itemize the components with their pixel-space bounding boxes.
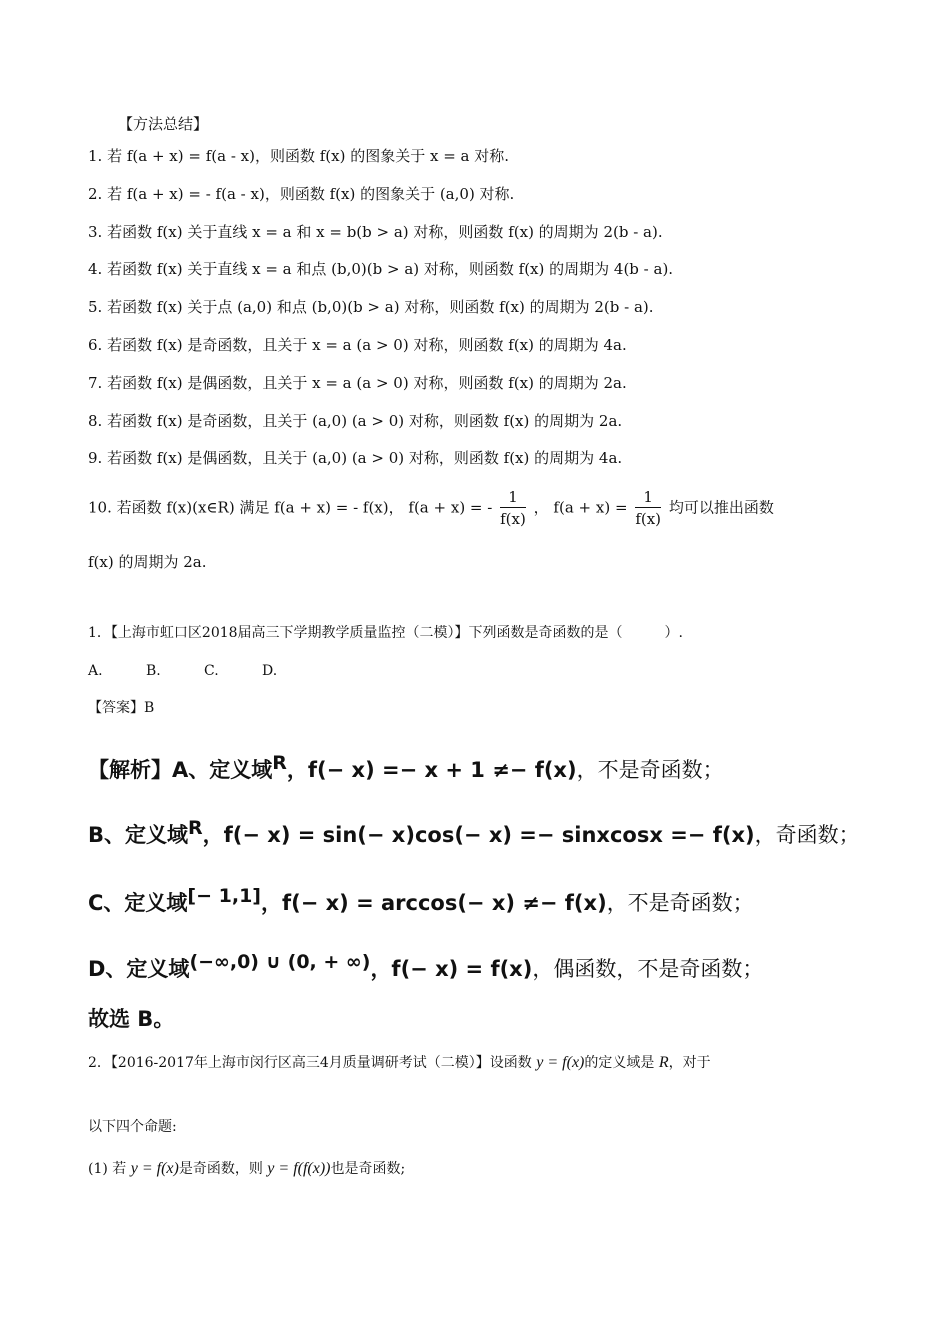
item10-pre: 10. 若函数 f(x)(x∈R) 满足 f(a + x) = - f(x)，: [88, 498, 404, 517]
summary-item-3: 3. 若函数 f(x) 关于直线 x = a 和 x = b(b > a) 对称，则函数 f(x) 的周期为 2(b - a).: [88, 223, 663, 241]
item10-post: 均可以推出函数: [668, 498, 774, 517]
q2-stem-math: y = f(x): [536, 1054, 585, 1071]
fraction-numerator: 1: [500, 487, 526, 508]
domain-interval: [− 1,1]: [187, 885, 261, 907]
analysis-c-formula: ，f(− x) = arccos(− x) ≠− f(x): [260, 891, 607, 915]
analysis-line-d: [88, 951, 763, 983]
q2-stem-mid: 的定义域是: [584, 1055, 655, 1071]
analysis-d-formula: ，f(− x) = f(x): [370, 957, 533, 981]
analysis-c-conclusion: ，不是奇函数；: [606, 891, 754, 915]
analysis-a-label: 【解析】A、定义域: [88, 758, 273, 782]
q2-domain-r: R: [658, 1054, 669, 1071]
summary-item-1: 1. 若 f(a + x) = f(a - x)，则函数 f(x) 的图象关于 x = a 对称.: [88, 147, 510, 165]
option-d: D.: [262, 663, 278, 679]
option-c: C.: [204, 663, 219, 679]
question-1-answer: 【答案】B: [88, 700, 155, 716]
analysis-b-conclusion: ，奇函数；: [754, 823, 860, 847]
option-b: B.: [146, 663, 161, 679]
summary-item-10: [88, 487, 870, 530]
summary-item-5: 5. 若函数 f(x) 关于点 (a,0) 和点 (b,0)(b > a) 对称，则函数 f(x) 的周期为 2(b - a).: [88, 298, 654, 316]
item10-eq3-left: f(a + x) =: [553, 498, 628, 517]
p1-math-2: y = f(f(x)): [267, 1160, 331, 1177]
summary-item-7: 7. 若函数 f(x) 是偶函数，且关于 x = a (a > 0) 对称，则函数 f(x) 的周期为 2a.: [88, 374, 627, 392]
summary-item-6: 6. 若函数 f(x) 是奇函数，且关于 x = a (a > 0) 对称，则函数 f(x) 的周期为 4a.: [88, 336, 627, 354]
question-1-options: [88, 660, 870, 682]
summary-item-10-line2: f(x) 的周期为 2a.: [88, 553, 207, 571]
summary-item-2: 2. 若 f(a + x) = - f(a - x)，则函数 f(x) 的图象关于 (a,0) 对称.: [88, 185, 515, 203]
question-2-proposition-1: [88, 1158, 870, 1180]
analysis-line-c: [88, 885, 754, 917]
analysis-c-label: C、定义域: [88, 891, 188, 915]
analysis-a-conclusion: ，不是奇函数；: [576, 758, 724, 782]
item10-fraction-1: [500, 487, 526, 530]
p1-post: 也是奇函数;: [330, 1161, 406, 1177]
fraction-numerator: 1: [635, 487, 661, 508]
p1-math-1: y = f(x): [130, 1160, 179, 1177]
p1-pre: (1) 若: [88, 1161, 127, 1177]
question-2-line2: 以下四个命题:: [88, 1119, 177, 1135]
analysis-d-label: D、定义域: [88, 957, 190, 981]
p1-mid: 是奇函数，则: [178, 1161, 263, 1177]
question-1-stem: 1．【上海市虹口区2018届高三下学期教学质量监控（二模）】下列函数是奇函数的是（ ）.: [88, 625, 683, 641]
question-2-stem: [88, 1052, 870, 1074]
analysis-a-formula: ，f(− x) =− x + 1 ≠− f(x): [286, 758, 577, 782]
summary-item-8: 8. 若函数 f(x) 是奇函数，且关于 (a,0) (a > 0) 对称，则函数 f(x) 的周期为 2a.: [88, 412, 623, 430]
q2-stem-post: ，对于: [668, 1055, 711, 1071]
analysis-line-b: [88, 817, 860, 849]
fraction-denominator: f(x): [635, 510, 662, 528]
analysis-choice: 故选 B。: [88, 1007, 175, 1031]
analysis-line-a: [88, 752, 724, 784]
item10-fraction-2: [635, 487, 661, 530]
analysis-d-conclusion: ，偶函数，不是奇函数；: [532, 957, 764, 981]
fraction-denominator: f(x): [500, 510, 526, 528]
q2-stem-pre: 2．【2016-2017年上海市闵行区高三4月质量调研考试（二模）】设函数: [88, 1055, 532, 1071]
item10-comma: ，: [533, 498, 549, 517]
domain-r: R: [188, 817, 203, 839]
summary-item-4: 4. 若函数 f(x) 关于直线 x = a 和点 (b,0)(b > a) 对称，则函数 f(x) 的周期为 4(b - a).: [88, 260, 674, 278]
summary-heading: 【方法总结】: [118, 115, 209, 133]
item10-eq2-left: f(a + x) = -: [408, 498, 493, 517]
summary-item-9: 9. 若函数 f(x) 是偶函数，且关于 (a,0) (a > 0) 对称，则函数 f(x) 的周期为 4a.: [88, 449, 623, 467]
analysis-b-label: B、定义域: [88, 823, 189, 847]
option-a: A.: [88, 663, 103, 679]
analysis-b-formula: ，f(− x) = sin(− x)cos(− x) =− sinxcosx =− f(x): [202, 823, 755, 847]
domain-r: R: [272, 752, 287, 774]
domain-union: (−∞,0) ∪ (0, + ∞): [189, 951, 371, 973]
